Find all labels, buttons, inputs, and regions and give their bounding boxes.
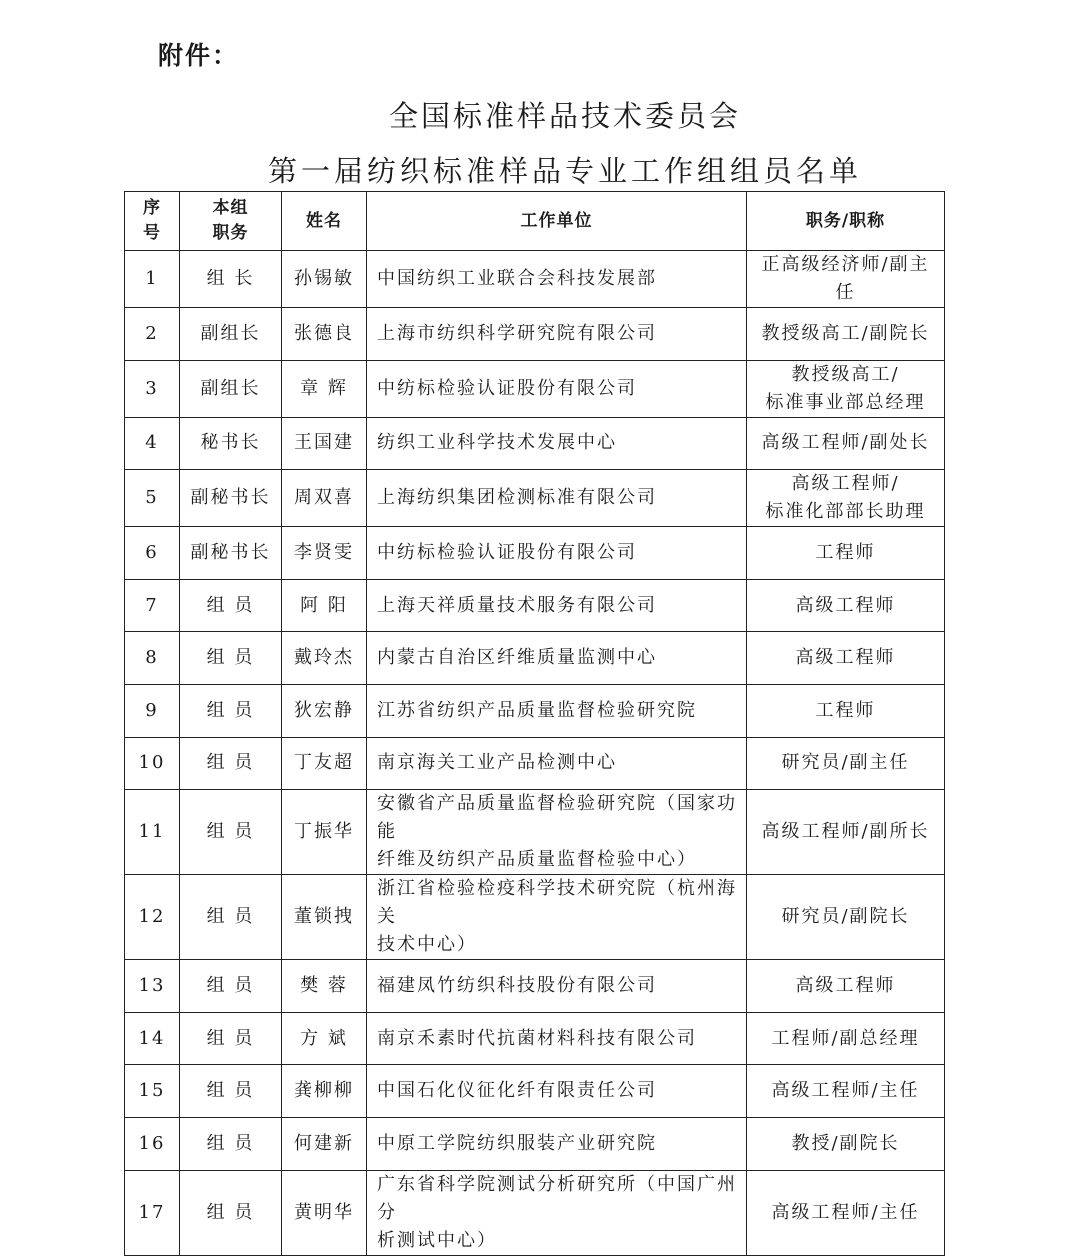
cell-unit-line: 江苏省纺织产品质量监督检验研究院 xyxy=(377,699,697,721)
header-seq xyxy=(125,192,180,251)
table-row xyxy=(125,1117,945,1170)
cell-role: 副组长 xyxy=(180,360,282,417)
cell-position xyxy=(747,470,945,527)
cell-role: 组 员 xyxy=(180,684,282,737)
cell-role: 副秘书长 xyxy=(180,527,282,580)
cell-name: 张德良 xyxy=(282,308,367,361)
cell-seq: 5 xyxy=(125,470,180,527)
cell-name: 董锁拽 xyxy=(282,875,367,960)
cell-unit xyxy=(367,251,747,308)
cell-unit xyxy=(367,875,747,960)
cell-name: 周双喜 xyxy=(282,470,367,527)
cell-role: 副秘书长 xyxy=(180,470,282,527)
cell-name: 黄明华 xyxy=(282,1170,367,1255)
cell-unit xyxy=(367,579,747,632)
cell-position-line: 高级工程师/副所长 xyxy=(761,821,930,843)
cell-unit xyxy=(367,790,747,875)
cell-unit xyxy=(367,960,747,1013)
table-row xyxy=(125,579,945,632)
cell-seq: 6 xyxy=(125,527,180,580)
cell-seq: 9 xyxy=(125,684,180,737)
cell-role: 组 员 xyxy=(180,1012,282,1065)
cell-unit xyxy=(367,308,747,361)
cell-seq: 3 xyxy=(125,360,180,417)
table-row xyxy=(125,308,945,361)
cell-seq: 17 xyxy=(125,1170,180,1255)
cell-position-line: 教授/副院长 xyxy=(791,1132,900,1154)
cell-position-line: 标准化部部长助理 xyxy=(765,501,926,523)
cell-role: 秘书长 xyxy=(180,417,282,470)
cell-position-line: 标准事业部总经理 xyxy=(765,391,926,413)
cell-role: 组 员 xyxy=(180,960,282,1013)
cell-name: 樊 蓉 xyxy=(282,960,367,1013)
cell-position-line: 教授级高工/副院长 xyxy=(761,322,930,344)
cell-role: 组 员 xyxy=(180,737,282,790)
header-seq-line: 号 xyxy=(143,223,161,243)
cell-position-line: 研究员/副主任 xyxy=(781,752,910,774)
header-seq-line: 序 xyxy=(143,198,161,218)
table-row xyxy=(125,470,945,527)
header-name: 姓名 xyxy=(282,192,367,251)
header-unit: 工作单位 xyxy=(367,192,747,251)
cell-unit xyxy=(367,684,747,737)
cell-role: 副组长 xyxy=(180,308,282,361)
cell-unit-line: 安徽省产品质量监督检验研究院（国家功能 xyxy=(377,793,737,843)
cell-position-line: 高级工程师/主任 xyxy=(771,1080,920,1102)
cell-unit-line: 纤维及纺织产品质量监督检验中心） xyxy=(377,849,697,871)
header-role-line: 本组 xyxy=(212,198,249,218)
table-row xyxy=(125,875,945,960)
cell-position-line: 高级工程师 xyxy=(795,647,896,669)
cell-seq: 14 xyxy=(125,1012,180,1065)
cell-position-line: 工程师 xyxy=(815,699,876,721)
cell-seq: 13 xyxy=(125,960,180,1013)
cell-seq: 15 xyxy=(125,1065,180,1118)
cell-position xyxy=(747,684,945,737)
table-row xyxy=(125,527,945,580)
cell-name: 孙锡敏 xyxy=(282,251,367,308)
cell-position xyxy=(747,308,945,361)
cell-position xyxy=(747,579,945,632)
cell-position xyxy=(747,1170,945,1255)
cell-name: 狄宏静 xyxy=(282,684,367,737)
cell-unit xyxy=(367,470,747,527)
table-row xyxy=(125,632,945,685)
cell-unit-line: 上海天祥质量技术服务有限公司 xyxy=(377,594,657,616)
cell-seq: 7 xyxy=(125,579,180,632)
member-table xyxy=(124,191,945,1256)
cell-position xyxy=(747,790,945,875)
cell-position xyxy=(747,527,945,580)
header-role-line: 职务 xyxy=(212,223,249,243)
cell-name: 章 辉 xyxy=(282,360,367,417)
cell-position-line: 高级工程师/主任 xyxy=(771,1201,920,1223)
cell-unit xyxy=(367,1117,747,1170)
cell-name: 李贤雯 xyxy=(282,527,367,580)
table-row xyxy=(125,1170,945,1255)
cell-position xyxy=(747,1117,945,1170)
cell-name: 丁振华 xyxy=(282,790,367,875)
header-position: 职务/职称 xyxy=(747,192,945,251)
cell-position xyxy=(747,360,945,417)
cell-position-line: 研究员/副院长 xyxy=(781,906,910,928)
cell-role: 组 员 xyxy=(180,579,282,632)
cell-unit-line: 上海纺织集团检测标准有限公司 xyxy=(377,487,657,509)
cell-unit xyxy=(367,417,747,470)
cell-unit-line: 中纺标检验认证股份有限公司 xyxy=(377,541,637,563)
cell-role: 组 员 xyxy=(180,790,282,875)
table-row xyxy=(125,1012,945,1065)
cell-position xyxy=(747,737,945,790)
cell-unit-line: 纺织工业科学技术发展中心 xyxy=(377,432,617,454)
cell-seq: 11 xyxy=(125,790,180,875)
table-row xyxy=(125,417,945,470)
cell-position xyxy=(747,417,945,470)
table-header-row xyxy=(125,192,945,251)
cell-unit-line: 浙江省检验检疫科学技术研究院（杭州海关 xyxy=(377,878,737,928)
cell-position xyxy=(747,960,945,1013)
cell-unit-line: 技术中心） xyxy=(377,934,477,956)
cell-role: 组 员 xyxy=(180,1065,282,1118)
cell-unit-line: 中原工学院纺织服装产业研究院 xyxy=(377,1132,657,1154)
cell-unit-line: 内蒙古自治区纤维质量监测中心 xyxy=(377,647,657,669)
cell-name: 方 斌 xyxy=(282,1012,367,1065)
cell-position-line: 高级工程师 xyxy=(795,594,896,616)
cell-position-line: 工程师/副总经理 xyxy=(771,1027,920,1049)
table-row xyxy=(125,790,945,875)
cell-unit-line: 上海市纺织科学研究院有限公司 xyxy=(377,322,657,344)
header-role xyxy=(180,192,282,251)
table-row xyxy=(125,1065,945,1118)
cell-unit-line: 中纺标检验认证股份有限公司 xyxy=(377,377,637,399)
cell-unit xyxy=(367,527,747,580)
cell-position-line: 教授级高工/ xyxy=(791,363,900,385)
attachment-label: 附件： xyxy=(158,41,240,70)
cell-role: 组 长 xyxy=(180,251,282,308)
table-row xyxy=(125,737,945,790)
cell-seq: 12 xyxy=(125,875,180,960)
cell-seq: 4 xyxy=(125,417,180,470)
cell-position xyxy=(747,251,945,308)
cell-unit xyxy=(367,1012,747,1065)
cell-position-line: 正高级经济师/副主任 xyxy=(761,254,930,303)
cell-name: 丁友超 xyxy=(282,737,367,790)
cell-position xyxy=(747,1012,945,1065)
cell-name: 龚柳柳 xyxy=(282,1065,367,1118)
cell-name: 王国建 xyxy=(282,417,367,470)
cell-unit-line: 南京禾素时代抗菌材料科技有限公司 xyxy=(377,1027,697,1049)
table-row xyxy=(125,360,945,417)
cell-role: 组 员 xyxy=(180,875,282,960)
cell-position-line: 高级工程师/副处长 xyxy=(761,432,930,454)
cell-role: 组 员 xyxy=(180,632,282,685)
cell-position-line: 工程师 xyxy=(815,541,876,563)
cell-unit xyxy=(367,632,747,685)
cell-unit-line: 中国纺织工业联合会科技发展部 xyxy=(377,268,657,289)
cell-seq: 16 xyxy=(125,1117,180,1170)
cell-unit xyxy=(367,360,747,417)
cell-unit-line: 析测试中心） xyxy=(377,1229,497,1251)
cell-position-line: 高级工程师/ xyxy=(791,473,900,495)
cell-unit xyxy=(367,737,747,790)
cell-unit xyxy=(367,1065,747,1118)
cell-seq: 10 xyxy=(125,737,180,790)
cell-unit-line: 福建凤竹纺织科技股份有限公司 xyxy=(377,974,657,996)
cell-name: 戴玲杰 xyxy=(282,632,367,685)
cell-unit-line: 广东省科学院测试分析研究所（中国广州分 xyxy=(377,1173,737,1223)
title-line-2: 第一届纺织标准样品专业工作组组员名单 xyxy=(267,154,862,188)
cell-position xyxy=(747,632,945,685)
cell-unit-line: 南京海关工业产品检测中心 xyxy=(377,752,617,774)
cell-unit xyxy=(367,1170,747,1255)
table-row xyxy=(125,960,945,1013)
cell-name: 何建新 xyxy=(282,1117,367,1170)
cell-name: 阿 阳 xyxy=(282,579,367,632)
cell-seq: 1 xyxy=(125,251,180,308)
cell-role: 组 员 xyxy=(180,1170,282,1255)
cell-position xyxy=(747,1065,945,1118)
cell-position xyxy=(747,875,945,960)
cell-seq: 8 xyxy=(125,632,180,685)
cell-position-line: 高级工程师 xyxy=(795,974,896,996)
table-row xyxy=(125,684,945,737)
cell-seq: 2 xyxy=(125,308,180,361)
title-line-1: 全国标准样品技术委员会 xyxy=(388,99,741,133)
cell-role: 组 员 xyxy=(180,1117,282,1170)
cell-unit-line: 中国石化仪征化纤有限责任公司 xyxy=(377,1080,657,1102)
table-row xyxy=(125,251,945,308)
